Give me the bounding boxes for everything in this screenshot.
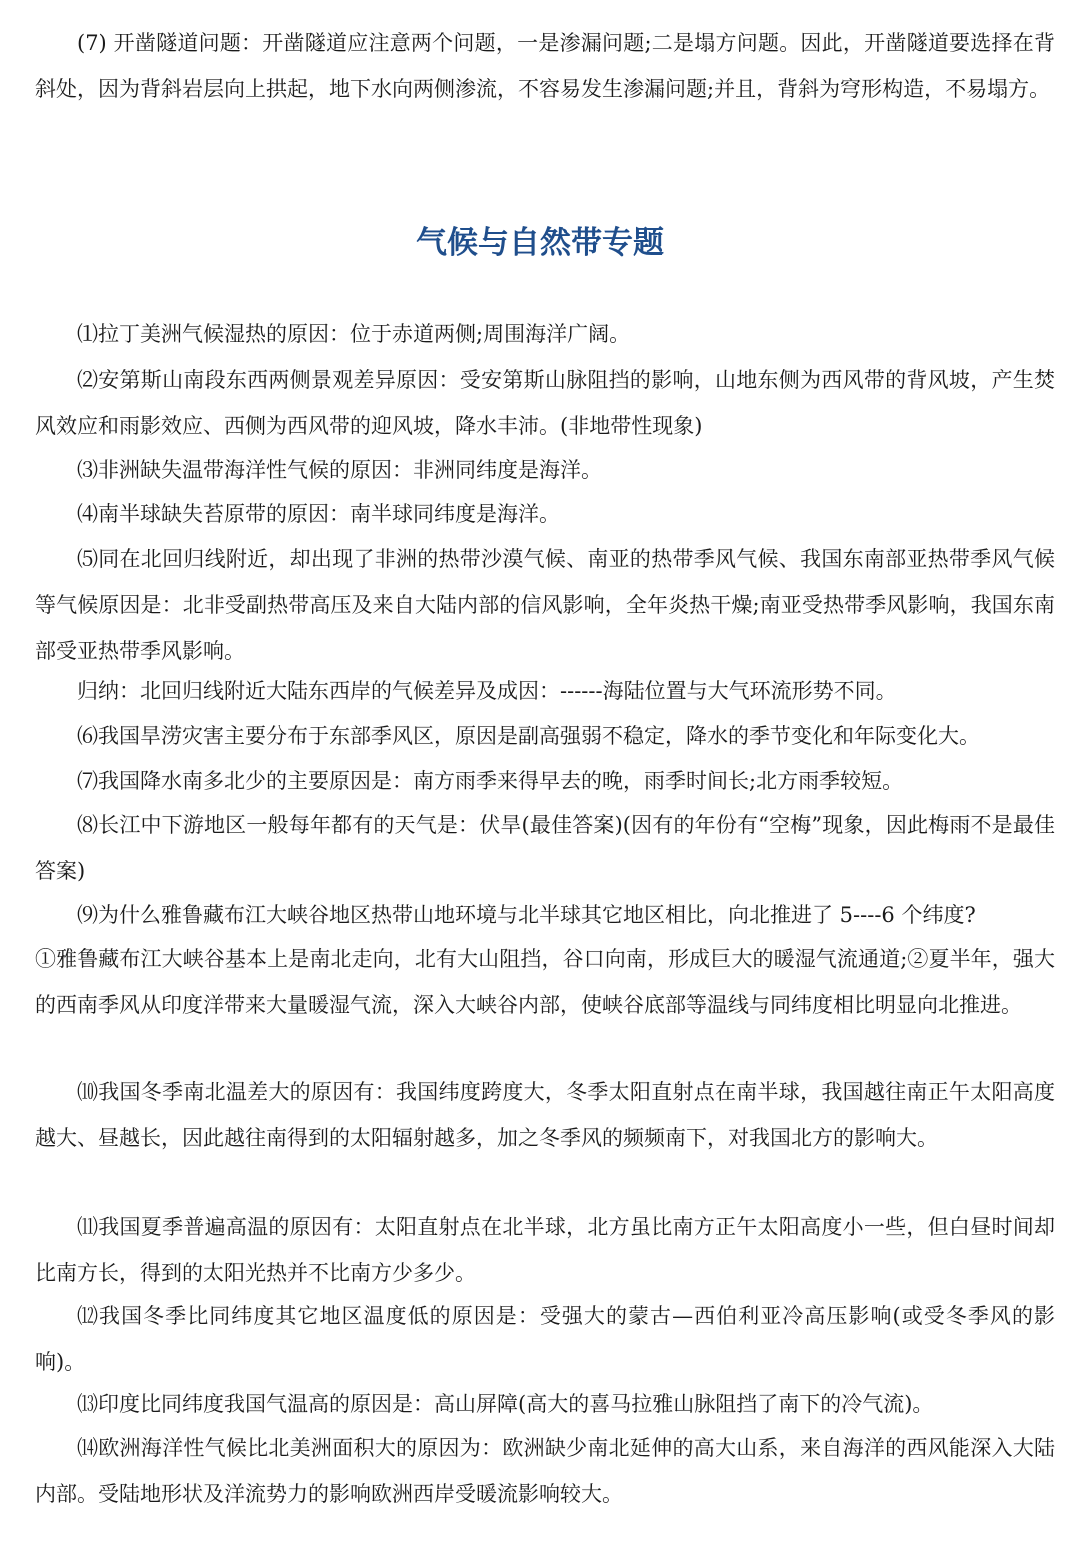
item-12: ⑿我国冬季比同纬度其它地区温度低的原因是：受强大的蒙古—西伯利亚冷高压影响(或受冬季风的影响)。 bbox=[35, 1304, 1055, 1374]
item-3: ⑶非洲缺失温带海洋性气候的原因：非洲同纬度是海洋。 bbox=[77, 458, 602, 482]
summary-line: 归纳：北回归线附近大陆东西岸的气候差异及成因：------海陆位置与大气环流形势不同。 bbox=[77, 679, 897, 703]
tunnel-paragraph: (7) 开凿隧道问题：开凿隧道应注意两个问题，一是渗漏问题;二是塌方问题。因此，开凿隧道要选择在背斜处，因为背斜岩层向上拱起，地下水向两侧渗流，不容易发生渗漏问题;并且，背斜为穹形构造，不易塌方。 bbox=[35, 31, 1055, 101]
item-13: ⒀印度比同纬度我国气温高的原因是：高山屏障(高大的喜马拉雅山脉阻挡了南下的冷气流)。 bbox=[77, 1392, 934, 1416]
item-6: ⑹我国旱涝灾害主要分布于东部季风区，原因是副高强弱不稳定，降水的季节变化和年际变化大。 bbox=[77, 724, 980, 748]
item-8: ⑻长江中下游地区一般每年都有的天气是：伏旱(最佳答案)(因有的年份有“空梅”现象，因此梅雨不是最佳答案) bbox=[35, 813, 1055, 883]
item-2: ⑵安第斯山南段东西两侧景观差异原因：受安第斯山脉阻挡的影响，山地东侧为西风带的背风坡，产生焚风效应和雨影效应、西侧为西风带的迎风坡，降水丰沛。(非地带性现象) bbox=[35, 368, 1055, 438]
item-5: ⑸同在北回归线附近，却出现了非洲的热带沙漠气候、南亚的热带季风气候、我国东南部亚热带季风气候等气候原因是：北非受副热带高压及来自大陆内部的信风影响，全年炎热干燥;南亚受热带季风影响，我国东南部受亚热带季风影响。 bbox=[35, 547, 1055, 663]
item-14: ⒁欧洲海洋性气候比北美洲面积大的原因为：欧洲缺少南北延伸的高大山系，来自海洋的西风能深入大陆内部。受陆地形状及洋流势力的影响欧洲西岸受暖流影响较大。 bbox=[35, 1436, 1055, 1506]
item-9-answer: ①雅鲁藏布江大峡谷基本上是南北走向，北有大山阻挡，谷口向南，形成巨大的暖湿气流通道;②夏半年，强大的西南季风从印度洋带来大量暖湿气流，深入大峡谷内部，使峡谷底部等温线与同纬度相比明显向北推进。 bbox=[35, 947, 1055, 1017]
item-4: ⑷南半球缺失苔原带的原因：南半球同纬度是海洋。 bbox=[77, 502, 560, 526]
item-7: ⑺我国降水南多北少的主要原因是：南方雨季来得早去的晚，雨季时间长;北方雨季较短。 bbox=[77, 769, 904, 793]
item-10: ⑽我国冬季南北温差大的原因有：我国纬度跨度大，冬季太阳直射点在南半球，我国越往南正午太阳高度越大、昼越长，因此越往南得到的太阳辐射越多，加之冬季风的频频南下，对我国北方的影响大。 bbox=[35, 1080, 1055, 1150]
item-1: ⑴拉丁美洲气候湿热的原因：位于赤道两侧;周围海洋广阔。 bbox=[77, 322, 631, 346]
section-title: 气候与自然带专题 bbox=[416, 225, 664, 261]
item-11: ⑾我国夏季普遍高温的原因有：太阳直射点在北半球，北方虽比南方正午太阳高度小一些，但白昼时间却比南方长，得到的太阳光热并不比南方少多少。 bbox=[35, 1215, 1055, 1285]
item-9-question: ⑼为什么雅鲁藏布江大峡谷地区热带山地环境与北半球其它地区相比，向北推进了 5----6 个纬度? bbox=[77, 903, 976, 927]
